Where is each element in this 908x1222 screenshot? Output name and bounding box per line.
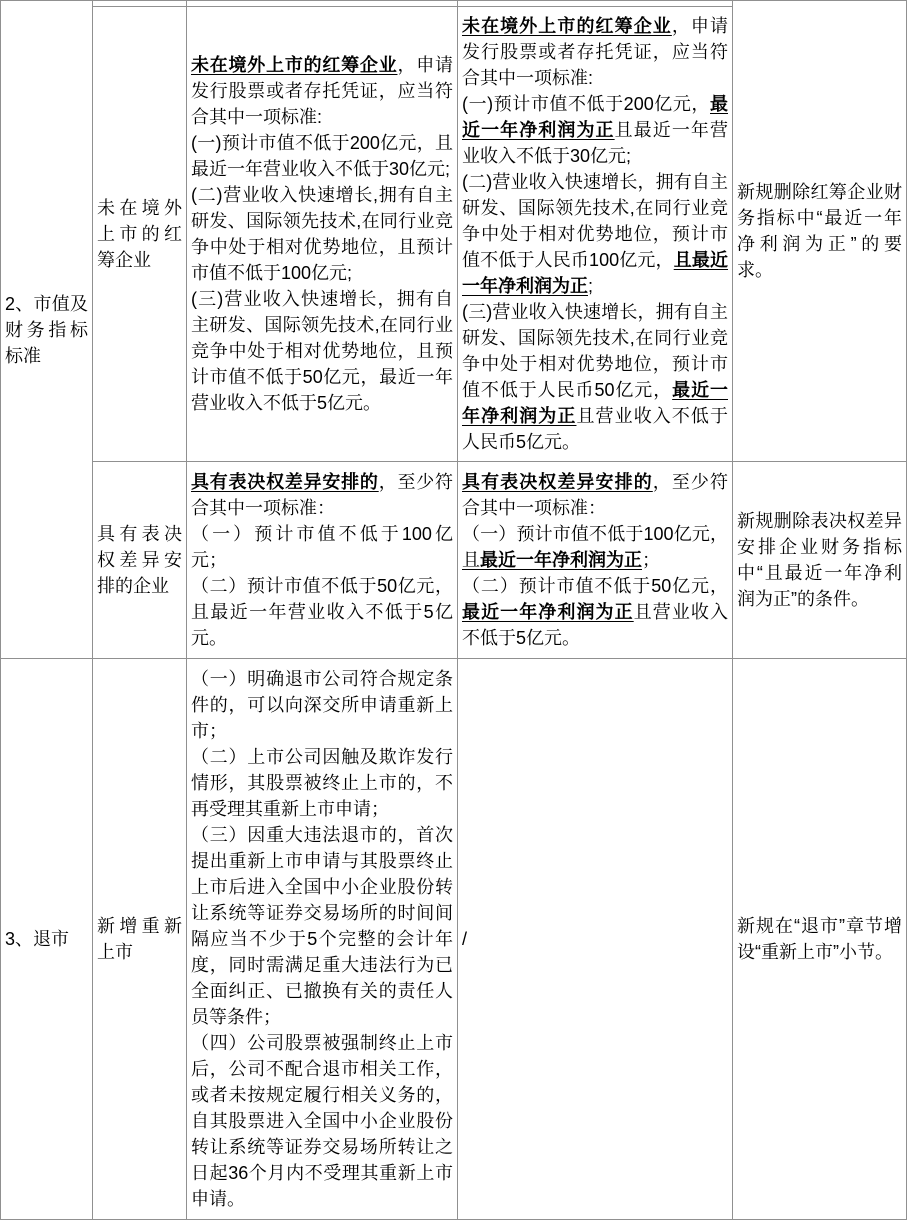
old-rule-wvr-cell	[187, 462, 458, 659]
note-relisting-cell	[733, 659, 907, 1220]
new-rule-relisting-slash-cell	[458, 659, 733, 1220]
text-run: 新规在“退市”章节增设“重新上市”小节。	[737, 916, 902, 962]
emphasized-text-run: 未在境外上市的红筹企业	[462, 16, 672, 36]
entity-label-wvr	[93, 462, 187, 659]
emphasized-text-run: 最近一年净利润为正	[462, 94, 728, 140]
text-run: 且营业收入不低于5亿元。	[462, 602, 729, 648]
text-run: ； （二）预计市值不低于50亿元，	[462, 550, 728, 596]
section-label-delisting	[1, 659, 93, 1220]
text-run: ，申请发行股票或者存托凭证，应当符合其中一项标准: (一)预计市值不低于200亿元，且最近一年营业收入不低于30亿元; (二)营业收入快速增长,拥有自主研发、国际领先技术,在同行业竞争中处于相对优势地位，且预计市值不低于100亿元; (三)营业收入快速增长，拥有自主研发、国际领先技术,在同行业竞争中处于相对优势地位，且预计市值不低于50亿元，最近一年营业收入不低于5亿元。	[191, 55, 454, 413]
text-run: 2、市值及财务指标标准	[5, 293, 88, 366]
emphasized-text-run: 最近一年净利润为正	[480, 550, 642, 570]
old-rule-redchip-cell	[187, 7, 458, 462]
text-run: 新增重新上市	[97, 916, 182, 962]
text-run: ，申请发行股票或者存托凭证，应当符合其中一项标准: (一)预计市值不低于200亿元，	[462, 16, 729, 114]
entity-label-redchip	[93, 7, 187, 462]
emphasized-text-run: 且最近一年净利润为正	[462, 250, 729, 296]
text-run: 具有表决权差异安排的企业	[97, 524, 182, 596]
emphasized-text-run: 具有表决权差异安排的	[191, 472, 379, 492]
text-run: 新规删除表决权差异安排企业财务指标中“且最近一年净利润为正”的条件。	[737, 511, 902, 609]
text-run: 且营业收入不低于人民币5亿元。	[462, 406, 729, 452]
text-run: 未在境外上市的红筹企业	[97, 198, 182, 270]
text-run: ，至少符合其中一项标准： （一）预计市值不低于100亿元，	[462, 472, 729, 544]
new-rule-redchip-cell	[458, 7, 733, 462]
emphasized-text-run: 且	[462, 550, 480, 570]
section-label-market-cap-standards	[1, 1, 93, 659]
text-run: 新规删除红筹企业财务指标中“最近一年净利润为正”的要求。	[737, 182, 902, 280]
emphasized-text-run: 未在境外上市的红筹企业	[191, 55, 398, 75]
old-rule-relisting-cell	[187, 659, 458, 1220]
new-rule-wvr-cell	[458, 462, 733, 659]
text-run: 3、退市	[5, 929, 70, 949]
table-row-delisting	[1, 659, 907, 1220]
text-run: （一）明确退市公司符合规定条件的，可以向深交所申请重新上市； （二）上市公司因触及欺诈发行情形，其股票被终止上市的，不再受理其重新上市申请； （三）因重大违法退市的，首次提出重新上市申请与其股票终止上市后进入全国中小企业股份转让系统等证券交易场所的时间间隔应当不少于5个完整的会计年度，同时需满足重大违法行为已全面纠正、已撤换有关的责任人员等条件； （四）公司股票被强制终止上市后，公司不配合退市相关工作，或者未按规定履行相关义务的，自其股票进入全国中小企业股份转让系统等证券交易场所转让之日起36个月内不受理其重新上市申请。	[191, 669, 453, 1209]
emphasized-text-run: 最近一年净利润为正	[462, 380, 728, 426]
emphasized-text-run: 具有表决权差异安排的	[462, 472, 653, 492]
note-redchip-cell	[733, 1, 907, 462]
text-run: /	[462, 929, 468, 949]
emphasized-text-run: 最近一年净利润为正	[462, 602, 634, 622]
text-run: 且最近一年营业收入不低于30亿元; (二)营业收入快速增长，拥有自主研发、国际领先技术,在同行业竞争中处于相对优势地位，预计市值不低于人民币100亿元，	[462, 120, 729, 270]
table-row-wvr	[1, 462, 907, 659]
text-run: ，至少符合其中一项标准： （一）预计市值不低于100亿元； （二）预计市值不低于50亿元，且最近一年营业收入不低于5亿元。	[191, 472, 454, 648]
note-wvr-cell	[733, 462, 907, 659]
entity-label-relisting	[93, 659, 187, 1220]
text-run: ; (三)营业收入快速增长，拥有自主研发、国际领先技术,在同行业竞争中处于相对优势地位，预计市值不低于人民币50亿元，	[462, 276, 728, 400]
